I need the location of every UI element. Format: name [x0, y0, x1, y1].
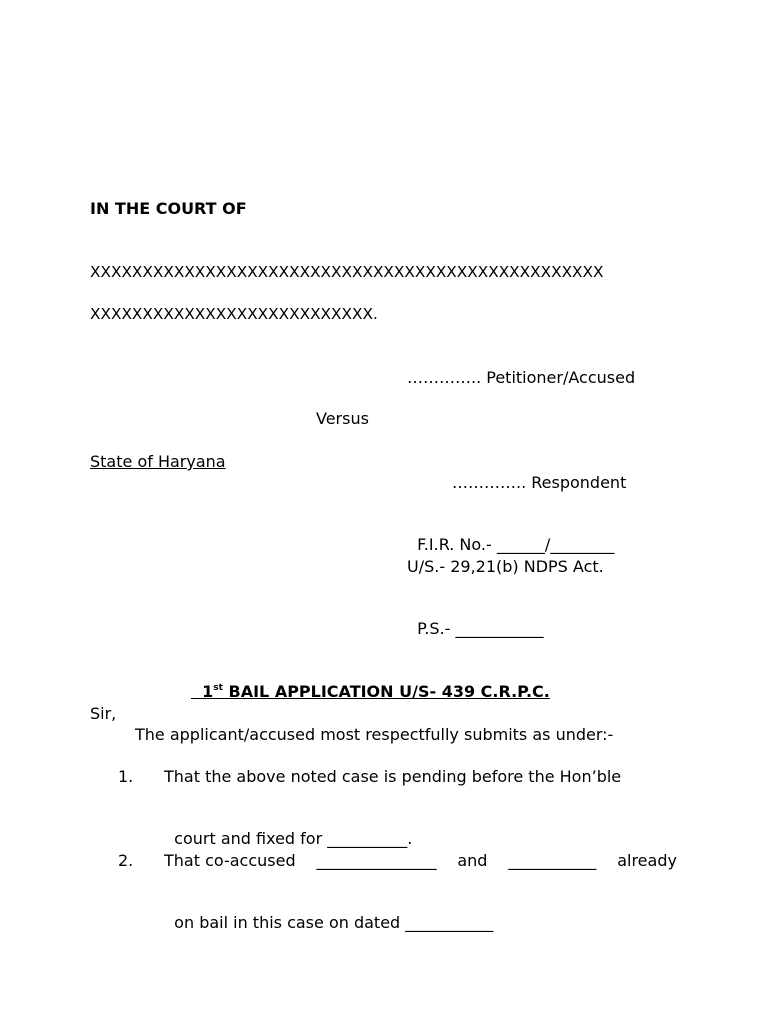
item-text: already — [612, 851, 677, 870]
list-item-line — [164, 809, 412, 849]
us-line: U/S.- 29,21(b) NDPS Act. — [407, 557, 604, 576]
respondent-name: State of Haryana — [90, 452, 226, 471]
application-title — [191, 662, 550, 702]
coaccused-blank-1: _______________ — [316, 851, 437, 870]
title-ordinal: 1 — [202, 682, 214, 701]
fir-slash: / — [544, 535, 551, 554]
petitioner-label: ………….. Petitioner/Accused — [407, 368, 636, 387]
bail-date-blank: ___________ — [405, 913, 494, 932]
salutation: Sir, — [90, 704, 117, 723]
court-heading: IN THE COURT OF — [90, 199, 247, 218]
versus-label: Versus — [316, 409, 369, 428]
parties-line-1: XXXXXXXXXXXXXXXXXXXXXXXXXXXXXXXXXXXXXXXXXXXXXXXXX — [90, 263, 604, 281]
list-item-line — [164, 851, 677, 871]
list-item-number: 2. — [118, 851, 134, 870]
ps-line — [407, 599, 544, 639]
coaccused-blank-2: ___________ — [508, 851, 597, 870]
date-blank: __________ — [327, 829, 408, 848]
list-item-line — [164, 893, 493, 933]
ps-label: P.S.- — [417, 619, 456, 638]
fir-line — [407, 515, 614, 555]
title-text: BAIL APPLICATION U/S- 439 C.R.P.C. — [222, 682, 550, 701]
respondent-label: ………….. Respondent — [452, 473, 627, 492]
intro-paragraph: The applicant/accused most respectfully submits as under:- — [135, 725, 614, 744]
fir-blank-1: ______ — [496, 535, 545, 554]
item-text: court and fixed for — [174, 829, 328, 848]
title-ordinal-suffix: st — [213, 683, 223, 693]
list-item-line: That the above noted case is pending before the Hon’ble — [164, 767, 622, 786]
item-text: on bail in this case on dated — [174, 913, 406, 932]
item-period: . — [407, 829, 413, 848]
item-text: and — [452, 851, 493, 870]
list-item-number: 1. — [118, 767, 134, 786]
parties-line-2: XXXXXXXXXXXXXXXXXXXXXXXXXXX. — [90, 305, 378, 323]
item-text: That co-accused — [164, 851, 301, 870]
ps-blank: ___________ — [455, 619, 544, 638]
fir-label: F.I.R. No.- — [417, 535, 497, 554]
fir-blank-2: ________ — [550, 535, 615, 554]
